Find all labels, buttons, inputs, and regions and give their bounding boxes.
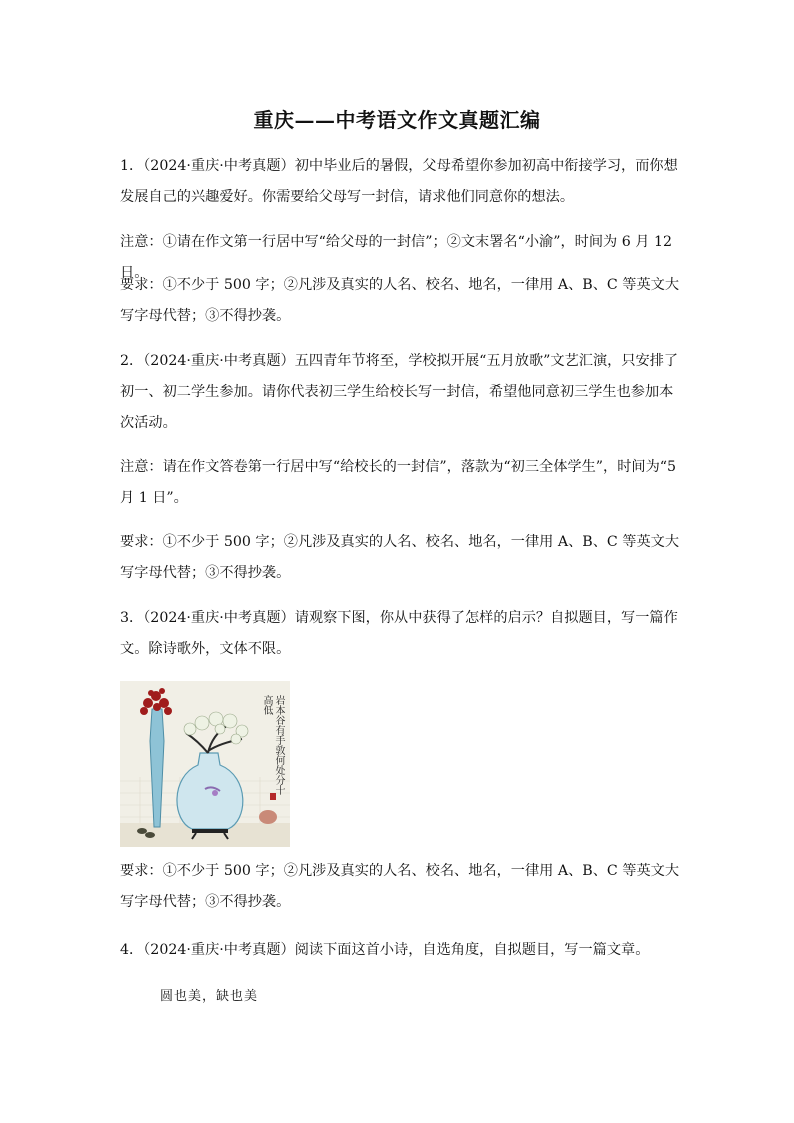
painting-inscription: 岩本谷有手敦何处分十高低 [261,695,284,795]
question-3-requirements: 要求：①不少于 500 字；②凡涉及真实的人名、校名、地名，一律用 A、B、C 等英文大写字母代替；③不得抄袭。 [120,863,680,910]
question-3-prompt: 3．（2024·重庆·中考真题）请观察下图，你从中获得了怎样的启示？自拟题目，写一篇作文。除诗歌外，文体不限。 [120,610,678,657]
question-2-note: 注意：请在作文答卷第一行居中写“给校长的一封信”，落款为“初三全体学生”，时间为“5 月 1 日”。 [120,459,677,506]
question-1-prompt: 1．（2024·重庆·中考真题）初中毕业后的暑假，父母希望你参加初高中衔接学习，而你想发展自己的兴趣爱好。你需要给父母写一封信，请求他们同意你的想法。 [120,158,678,205]
vase-painting-image [120,681,290,847]
question-4-prompt: 4．（2024·重庆·中考真题）阅读下面这首小诗，自选角度，自拟题目，写一篇文章。 [120,942,650,958]
question-2-prompt: 2．（2024·重庆·中考真题）五四青年节将至，学校拟开展“五月放歌”文艺汇演，只安排了初一、初二学生参加。请你代表初三学生给校长写一封信，希望他同意初三学生也参加本次活动。 [120,353,679,431]
page-title: 重庆——中考语文作文真题汇编 [253,108,541,132]
question-1-note: 注意：①请在作文第一行居中写“给父母的一封信”；②文末署名“小渝”，时间为 6 月 12 日。 [120,234,672,281]
poem-line: 圆也美，缺也美 [160,989,259,1004]
question-2-requirements: 要求：①不少于 500 字；②凡涉及真实的人名、校名、地名，一律用 A、B、C 等英文大写字母代替；③不得抄袭。 [120,534,680,581]
question-1-requirements: 要求：①不少于 500 字；②凡涉及真实的人名、校名、地名，一律用 A、B、C 等英文大写字母代替；③不得抄袭。 [120,277,680,324]
